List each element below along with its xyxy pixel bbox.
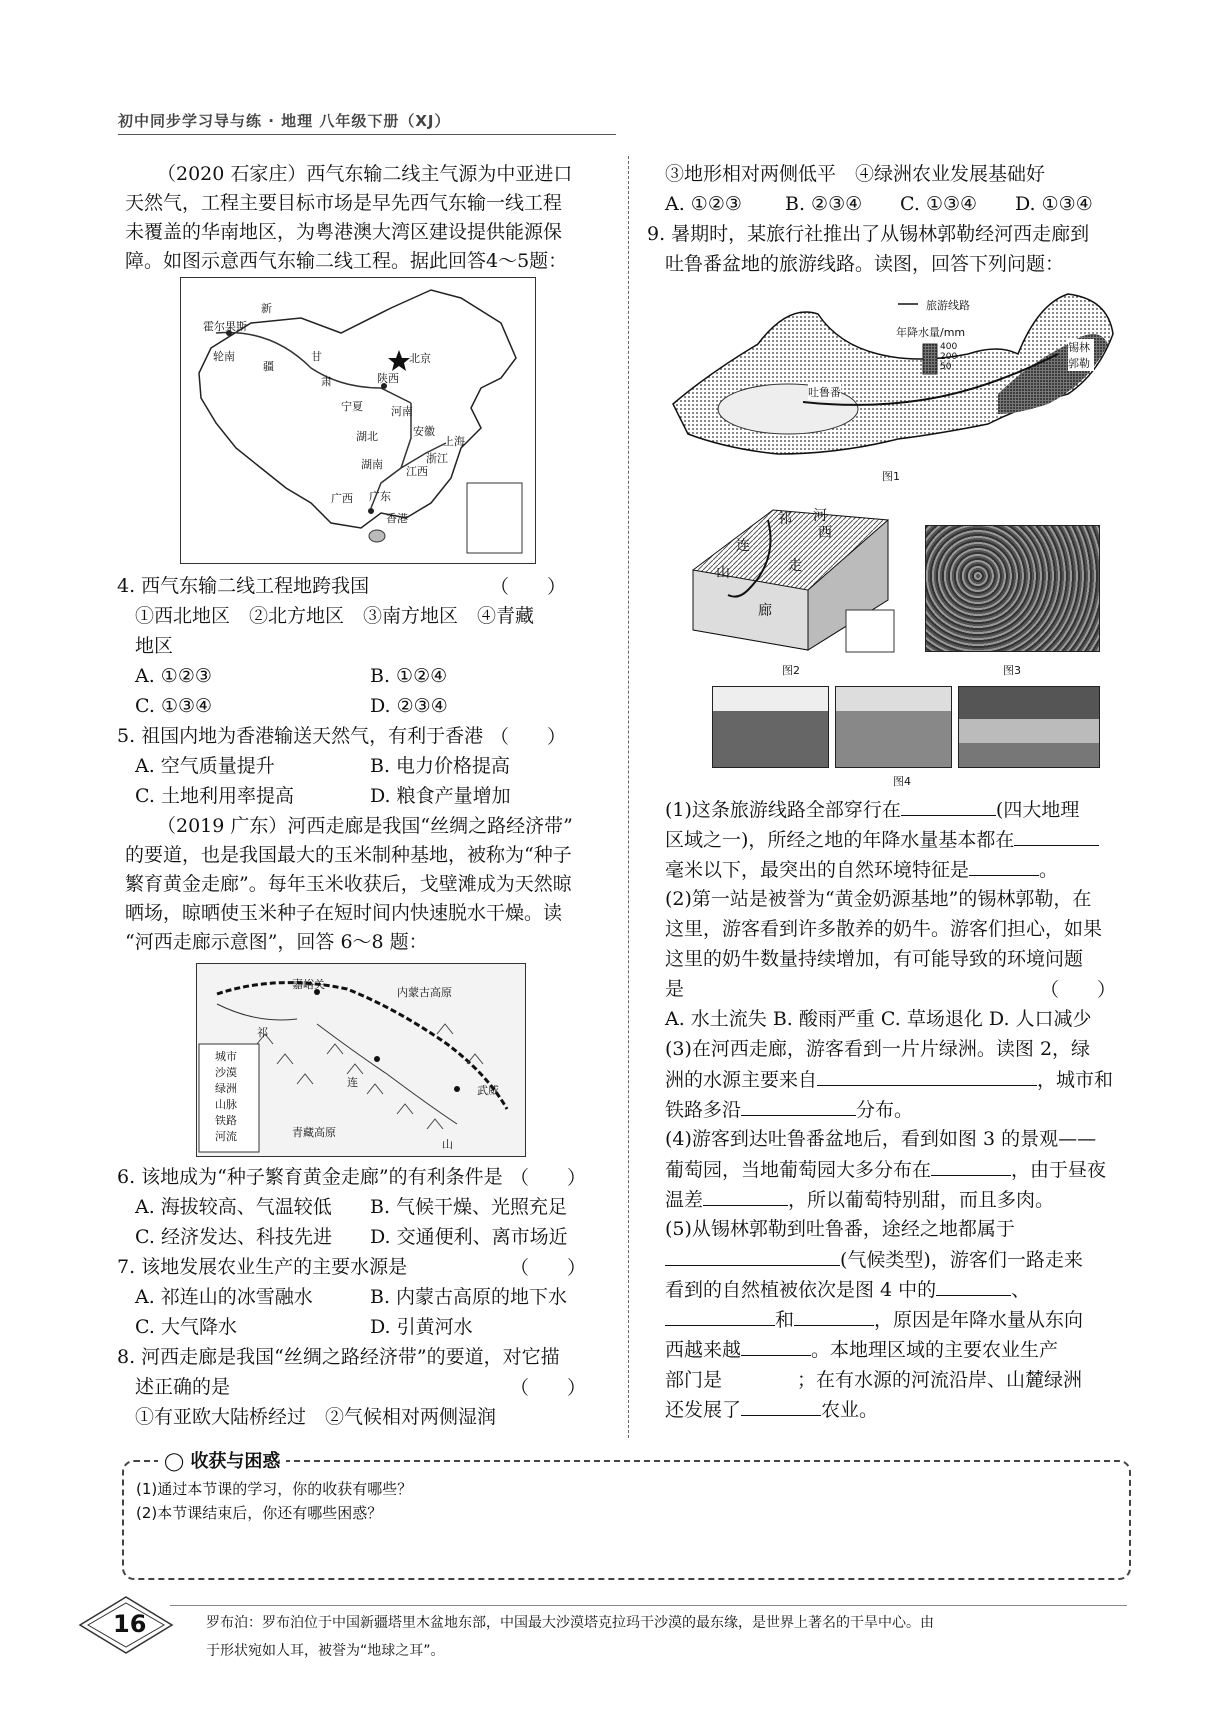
map2-legend-item: 沙漠 <box>215 1066 237 1079</box>
q9-p4-text: 葡萄园，当地葡萄园大多分布在 <box>665 1159 932 1181</box>
q6-option-d[interactable]: D. 交通便利、离市场近 <box>370 1226 568 1248</box>
fig2-caption: 图2 <box>782 664 800 677</box>
q8-answer-paren[interactable]: （ ） <box>510 1377 587 1399</box>
map-label: 湖北 <box>356 430 378 443</box>
q9-p2-options: A. 水土流失 B. 酸雨严重 C. 草场退化 D. 人口减少 <box>665 1008 1092 1030</box>
figure-1-rainfall-map <box>668 284 1118 464</box>
intro2-line: 晒场，晾晒使玉米种子在短时间内快速脱水干燥。读 <box>125 902 563 924</box>
q9-p5-line1: (5)从锡林郭勒到吐鲁番，途经之地都属于 <box>665 1218 1015 1240</box>
fig2-label: 连 <box>736 538 750 554</box>
q4-option-c[interactable]: C. ①③④ <box>135 695 213 717</box>
q8-option-c[interactable]: C. ①③④ <box>900 193 978 215</box>
fig2-label: 祁 <box>778 511 792 527</box>
map-label: 浙江 <box>426 452 448 465</box>
reflection-question-1: (1)通过本节课的学习，你的收获有哪些？ <box>136 1480 413 1498</box>
intro1-line: 未覆盖的华南地区，为粤港澳大湾区建设提供能源保 <box>125 221 563 243</box>
fig1-caption: 图1 <box>882 470 900 483</box>
hexi-corridor-diagram <box>197 964 525 1156</box>
fig4-caption: 图4 <box>893 775 911 788</box>
footnote-line-2: 于形状宛如人耳，被誉为“地球之耳”。 <box>206 1643 445 1659</box>
map-label: 陕西 <box>377 372 399 385</box>
fig1-legend-value: 200 <box>940 352 958 362</box>
q9-p3-text: 洲的水源主要来自 <box>665 1069 818 1091</box>
map-west-east-gas-pipeline <box>180 277 536 564</box>
map2-label: 连 <box>347 1076 358 1089</box>
q9-p1-line2 <box>665 825 1099 855</box>
q7-option-b[interactable]: B. 内蒙古高原的地下水 <box>370 1286 568 1308</box>
q9-p1-text: 区域之一)，所经之地的年降水量基本都在 <box>665 829 1015 851</box>
page-header: 初中同步学习导与练 · 地理 八年级下册（XJ） <box>118 112 451 130</box>
map-label: 广东 <box>369 490 391 503</box>
footer-rule <box>170 1605 1127 1606</box>
q9-p4-text: ，由于昼夜 <box>1011 1159 1107 1181</box>
figure-4-photo-desert <box>958 686 1100 768</box>
q5-option-c[interactable]: C. 土地利用率提高 <box>135 785 294 807</box>
reflection-title <box>158 1447 286 1473</box>
fig1-legend-value: 50 <box>940 362 952 372</box>
map2-label: 青藏高原 <box>292 1126 336 1139</box>
q5-answer-paren[interactable]: （ ） <box>490 726 567 748</box>
q9-p1-line3 <box>665 855 1058 885</box>
q9-p5-text: ；在有水源的河流沿岸、山麓绿洲 <box>797 1369 1083 1391</box>
map-label: 湖南 <box>361 458 383 471</box>
q9-p5-text: 、 <box>1011 1279 1031 1301</box>
q9-p5-line7 <box>665 1395 878 1425</box>
q9-p5-blank5[interactable] <box>741 1335 811 1356</box>
page-number: 16 <box>113 1610 147 1638</box>
q4-option-d[interactable]: D. ②③④ <box>370 695 448 717</box>
q8-option-b[interactable]: B. ②③④ <box>785 193 863 215</box>
q6-option-b[interactable]: B. 气候干燥、光照充足 <box>370 1196 568 1218</box>
map2-label: 武威 <box>477 1084 499 1097</box>
q5-option-b[interactable]: B. 电力价格提高 <box>370 755 511 777</box>
q9-p5-line5 <box>665 1335 1058 1365</box>
header-rule <box>118 134 616 135</box>
map-label: 广西 <box>331 492 353 505</box>
q9-p5-blank3[interactable] <box>665 1305 775 1326</box>
q8-statements-1: ①有亚欧大陆桥经过 ②气候相对两侧湿润 <box>135 1406 497 1428</box>
q7-option-a[interactable]: A. 祁连山的冰雪融水 <box>135 1286 313 1308</box>
q9-p5-line3 <box>665 1275 1030 1305</box>
q9-p4-text: ，所以葡萄特别甜，而且多肉。 <box>788 1189 1055 1211</box>
q9-p2-line4: 是 <box>665 978 685 1000</box>
map-label: 新 <box>261 302 272 315</box>
q5-option-d[interactable]: D. 粮食产量增加 <box>370 785 511 807</box>
q9-p1-blank2[interactable] <box>1014 825 1099 846</box>
q9-p5-text: 看到的自然植被依次是图 4 中的 <box>665 1279 937 1301</box>
q9-stem-line2: 吐鲁番盆地的旅游线路。读图，回答下列问题： <box>665 253 1065 275</box>
q9-p5-text: 部门是 <box>665 1369 723 1391</box>
q7-option-c[interactable]: C. 大气降水 <box>135 1316 237 1338</box>
q5-option-a[interactable]: A. 空气质量提升 <box>135 755 275 777</box>
q9-p4-line1: (4)游客到达吐鲁番盆地后，看到如图 3 的景观—— <box>665 1128 1097 1150</box>
reflection-question-2: (2)本节课结束后，你还有哪些困惑？ <box>136 1504 383 1522</box>
q9-p4-text: 温差 <box>665 1189 704 1211</box>
map-label: 霍尔果斯 <box>203 320 247 333</box>
footnote-line-1: 罗布泊：罗布泊位于中国新疆塔里木盆地东部，中国最大沙漠塔克拉玛干沙漠的最东缘，是世界上著名的干旱中心。由 <box>206 1615 934 1631</box>
q9-p1-blank3[interactable] <box>969 855 1039 876</box>
q9-p5-blank2[interactable] <box>936 1275 1011 1296</box>
figure-4-photo-grassland <box>712 686 829 768</box>
q9-p1-line1 <box>665 795 1079 825</box>
map-label: 江西 <box>406 465 428 478</box>
map-hexi-corridor <box>196 963 526 1157</box>
q9-p5-text: 和 <box>775 1309 795 1331</box>
lightbulb-icon: ◯ <box>164 1451 185 1472</box>
q9-p3-blank2[interactable] <box>741 1095 856 1116</box>
map-label: 宁夏 <box>341 400 363 413</box>
map-label: 肃 <box>321 375 332 388</box>
figure-3-grape-photo <box>925 525 1100 652</box>
q8-stem-line2: 述正确的是 <box>135 1376 231 1398</box>
intro-passage-1 <box>125 160 615 276</box>
q8-option-d[interactable]: D. ①③④ <box>1015 193 1093 215</box>
fig2-label: 廊 <box>758 603 772 619</box>
q9-stem: 9. 暑期时，某旅行社推出了从锡林郭勒经河西走廊到 <box>647 223 1090 245</box>
figure-1-shape <box>668 284 1118 464</box>
map-label: 香港 <box>386 512 408 525</box>
q4-answer-paren[interactable]: （ ） <box>490 576 567 598</box>
q9-p2-line2: 这里，游客看到许多散养的奶牛。游客们担心，如果 <box>665 918 1103 940</box>
q9-p5-text: ，原因是年降水量从东向 <box>874 1309 1084 1331</box>
q9-p3-line2 <box>665 1065 1113 1095</box>
intro2-line: “河西走廊示意图”，回答 6～8 题： <box>125 931 428 953</box>
map-label: 疆 <box>263 360 274 373</box>
fig1-legend-value: 400 <box>940 342 958 352</box>
q4-options-line2: 地区 <box>135 635 174 657</box>
q9-p5-blank7[interactable] <box>741 1395 821 1416</box>
figure-2-block-diagram <box>688 500 898 655</box>
q9-p2-answer-paren[interactable]: （ ） <box>1040 979 1117 1001</box>
q9-p5-line6 <box>665 1365 1082 1395</box>
q9-p1-text: 毫米以下，最突出的自然环境特征是 <box>665 859 970 881</box>
fig2-label: 西 <box>818 525 832 541</box>
q8-statements-2: ③地形相对两侧低平 ④绿洲农业发展基础好 <box>665 163 1046 185</box>
q9-p3-text: 分布。 <box>856 1099 914 1121</box>
q4-option-a[interactable]: A. ①②③ <box>135 665 212 687</box>
q9-p5-blank6[interactable] <box>722 1365 797 1386</box>
map-label: 安徽 <box>413 425 435 438</box>
reflection-title-text: 收获与困惑 <box>190 1451 281 1472</box>
q5-stem: 5. 祖国内地为香港输送天然气，有利于香港 <box>117 725 484 747</box>
q9-p3-line3 <box>665 1095 913 1125</box>
q9-p1-text: 。 <box>1039 859 1059 881</box>
fig2-label: 山 <box>716 565 730 581</box>
q9-p4-blank1[interactable] <box>931 1155 1011 1176</box>
map-label: 北京 <box>409 352 431 365</box>
fig1-label: 吐鲁番 <box>808 386 841 399</box>
q7-option-d[interactable]: D. 引黄河水 <box>370 1316 473 1338</box>
map2-legend-item: 铁路 <box>215 1114 237 1127</box>
fig3-caption: 图3 <box>1003 664 1021 677</box>
q9-p5-text: (气候类型)，游客们一路走来 <box>840 1249 1083 1271</box>
map2-label: 山 <box>442 1138 453 1151</box>
map2-legend-item: 绿洲 <box>215 1082 237 1095</box>
q9-p4-blank2[interactable] <box>703 1185 788 1206</box>
column-divider <box>628 156 629 1438</box>
map2-label: 内蒙古高原 <box>397 986 452 999</box>
q6-stem: 6. 该地成为“种子繁育黄金走廊”的有利条件是 <box>117 1166 503 1188</box>
map2-legend-item: 城市 <box>215 1050 237 1063</box>
intro-passage-2 <box>125 812 615 957</box>
q6-option-c[interactable]: C. 经济发达、科技先进 <box>135 1226 332 1248</box>
q4-option-b[interactable]: B. ①②④ <box>370 665 448 687</box>
intro2-line: 的要道，也是我国最大的玉米制种基地，被称为“种子 <box>125 844 572 866</box>
map2-legend-item: 山脉 <box>215 1098 237 1111</box>
intro1-line: 障。如图示意西气东输二线工程。据此回答4～5题： <box>125 250 568 272</box>
q9-p4-line3 <box>665 1185 1054 1215</box>
map2-label: 祁 <box>257 1026 268 1039</box>
map-label: 河南 <box>391 405 413 418</box>
q9-p5-text: 农业。 <box>821 1399 879 1421</box>
fig2-label: 走 <box>788 558 802 574</box>
q6-option-a[interactable]: A. 海拔较高、气温较低 <box>135 1196 332 1218</box>
q9-p5-text: 。本地理区域的主要农业生产 <box>811 1339 1059 1361</box>
q9-p3-text: ，城市和 <box>1037 1069 1114 1091</box>
q9-p1-blank1[interactable] <box>901 795 996 816</box>
fig1-legend-route: 旅游线路 <box>926 299 970 312</box>
q9-p5-line2 <box>665 1245 1083 1275</box>
q9-p1-text: (四大地理 <box>995 799 1080 821</box>
fig1-label: 锡林郭勒 <box>1068 339 1094 371</box>
figure-4-photo-shrub <box>835 686 952 768</box>
map-label: 甘 <box>311 350 322 363</box>
q9-p1-text: (1)这条旅游线路全部穿行在 <box>665 799 901 821</box>
q9-p3-text: 铁路多沿 <box>665 1099 742 1121</box>
q9-p3-line1: (3)在河西走廊，游客看到一片片绿洲。读图 2，绿 <box>665 1038 1091 1060</box>
q8-option-a[interactable]: A. ①②③ <box>665 193 742 215</box>
q9-p5-text: 西越来越 <box>665 1339 742 1361</box>
q9-p3-blank1[interactable] <box>817 1065 1037 1086</box>
intro2-line: （2019 广东）河西走廊是我国“丝绸之路经济带” <box>157 815 573 837</box>
q4-options-line: ①西北地区 ②北方地区 ③南方地区 ④青藏 <box>135 605 535 627</box>
map2-legend-item: 河流 <box>215 1130 237 1143</box>
q4-stem: 4. 西气东输二线工程地跨我国 <box>117 575 370 597</box>
map-label: 上海 <box>443 435 465 448</box>
map-label: 轮南 <box>213 350 235 363</box>
q9-p5-text: 还发展了 <box>665 1399 742 1421</box>
q7-answer-paren[interactable]: （ ） <box>510 1257 587 1279</box>
q9-p4-line2 <box>665 1155 1106 1185</box>
q8-stem: 8. 河西走廊是我国“丝绸之路经济带”的要道，对它描 <box>117 1346 560 1368</box>
q9-p5-blank4[interactable] <box>794 1305 874 1326</box>
fig1-legend-title: 年降水量/mm <box>896 326 966 339</box>
intro1-line: （2020 石家庄）西气东输二线主气源为中亚进口 <box>157 163 573 185</box>
intro2-line: 繁育黄金走廊”。每年玉米收获后，戈壁滩成为天然晾 <box>125 873 572 895</box>
q7-stem: 7. 该地发展农业生产的主要水源是 <box>117 1256 408 1278</box>
map2-label: 嘉峪关 <box>292 978 325 991</box>
q9-p2-line1: (2)第一站是被誉为“黄金奶源基地”的锡林郭勒，在 <box>665 888 1092 910</box>
q9-p2-line3: 这里的奶牛数量持续增加，有可能导致的环境问题 <box>665 948 1084 970</box>
intro1-line: 天然气，工程主要目标市场是早先西气东输一线工程 <box>125 192 563 214</box>
fig2-label: 河 <box>813 508 827 524</box>
q9-p5-blank1[interactable] <box>665 1245 840 1266</box>
q9-p5-line4 <box>665 1305 1083 1335</box>
q6-answer-paren[interactable]: （ ） <box>510 1167 587 1189</box>
